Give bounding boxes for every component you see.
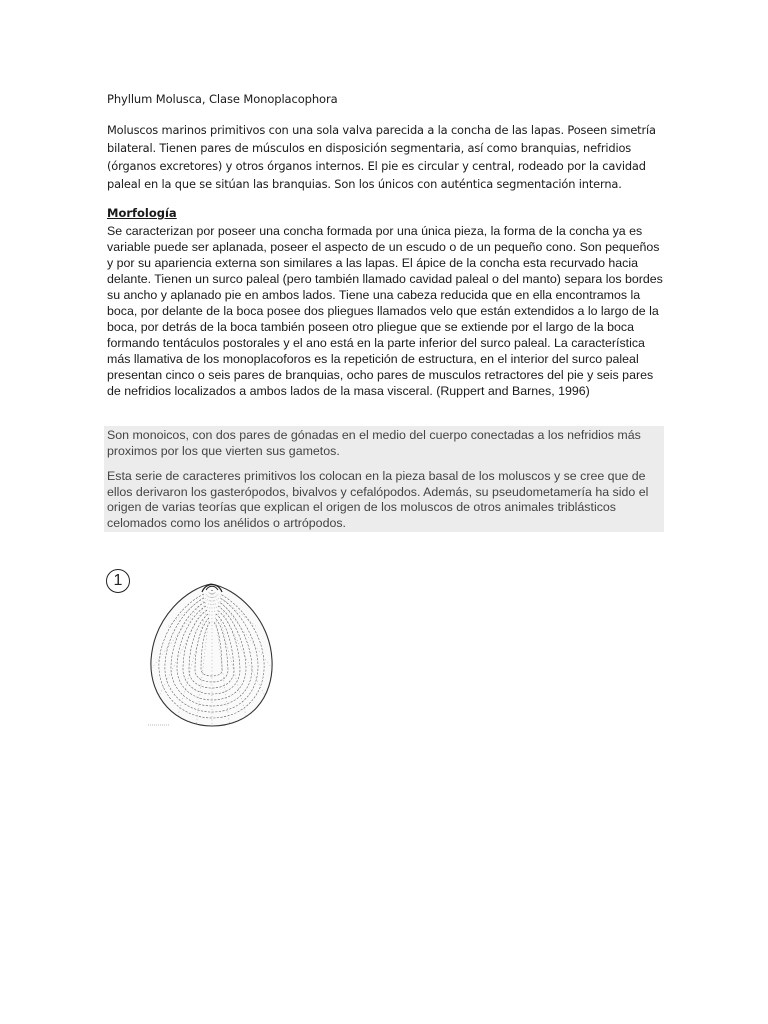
morfologia-paragraph: Se caracterizan por poseer una concha formada por una única pieza, la forma de la concha ya es variable puede ser aplanada, poseer el aspecto de un escudo o de un pequeño cono. Son pequeños y por su apariencia externa son similares a las lapas. El ápice de la concha esta recurvado hacia delante. Tienen un surco paleal (pero también llamado cavidad paleal o del manto) separa los bordes su ancho y aplanado pie en ambos lados. Tiene una cabeza reducida que en ella encontramos la boca, por delante de la boca posee dos pliegues llamados velo que están extendidos a lo largo de la boca, por detrás de la boca también poseen otro pliegue que se extiende por el largo de la boca formando tentáculos postorales y el ano está en la parte inferior del surco paleal. La característica más llamativa de los monoplacoforos es la repetición de estructura, en el interior del surco paleal presentan cinco o seis pares de branquias, ocho pares de musculos retractores del pie y seis pares de nefridios localizados a ambos lados de la masa visceral. (Ruppert and Barnes, 1996) <box>107 224 663 398</box>
section-title-morfologia: Morfología <box>107 206 177 220</box>
document-heading: Phyllum Molusca, Clase Monoplacophora <box>107 92 338 106</box>
highlighted-block <box>104 426 664 532</box>
evolution-paragraph: Esta serie de caracteres primitivos los colocan en la pieza basal de los moluscos y se cree que de ellos derivaron los gasterópodos, bivalvos y cefalópodos. Además, su pseudometamería ha sido el origen de varias teorías que explican el origen de los moluscos de otros animales triblásticos celomados como los anélidos o artrópodos. <box>107 469 649 530</box>
gonads-paragraph: Son monoicos, con dos pares de gónadas en el medio del cuerpo conectadas a los nefridios más proximos por los que vierten sus gametos. <box>107 428 641 458</box>
figure-number-badge: 1 <box>106 569 130 593</box>
intro-paragraph: Moluscos marinos primitivos con una sola valva parecida a la concha de las lapas. Poseen simetría bilateral. Tienen pares de músculos en disposición segmentaria, así como branquias, nefridios (órganos excretores) y otros órganos internos. El pie es circular y central, rodeado por la cavidad paleal en la que se sitúan las branquias. Son los únicos con auténtica segmentación interna. <box>107 123 656 191</box>
shell-illustration-icon <box>146 578 276 730</box>
